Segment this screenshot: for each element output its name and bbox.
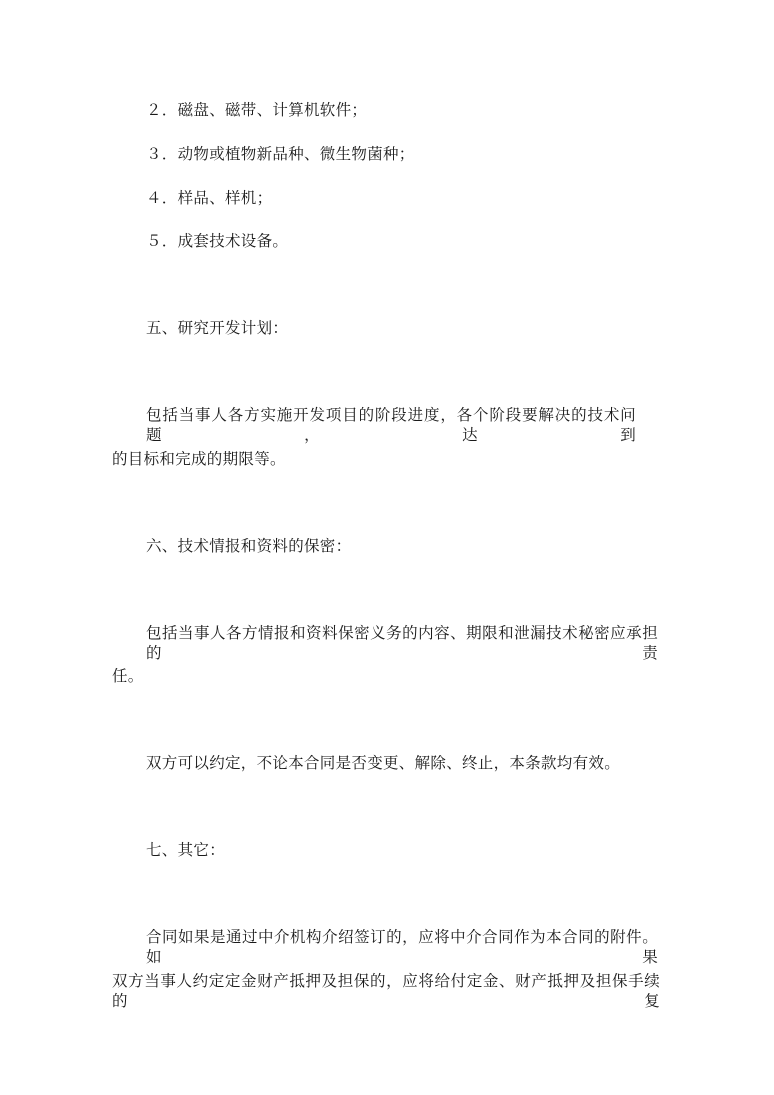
section-7-paragraph-line-1: 合同如果是通过中介机构介绍签订的，应将中介合同作为本合同的附件。如果 — [146, 928, 658, 966]
section-5-paragraph-line-1: 包括当事人各方实施开发项目的阶段进度，各个阶段要解决的技术问题，达到 — [146, 406, 636, 444]
section-5-heading: 五、研究开发计划： — [146, 319, 289, 337]
list-item-4: ４．样品、样机； — [146, 189, 273, 207]
list-item-3: ３．动物或植物新品种、微生物菌种； — [146, 145, 415, 163]
section-6-agreement-clause: 双方可以约定，不论本合同是否变更、解除、终止，本条款均有效。 — [146, 754, 621, 772]
section-5-paragraph-line-2: 的目标和完成的期限等。 — [112, 450, 286, 468]
section-6-paragraph-line-2: 任。 — [112, 667, 144, 685]
list-item-5: ５．成套技术设备。 — [146, 232, 289, 250]
list-item-2: ２．磁盘、磁带、计算机软件； — [146, 101, 368, 119]
section-7-heading: 七、其它： — [146, 841, 226, 859]
section-6-heading: 六、技术情报和资料的保密： — [146, 537, 352, 555]
section-7-paragraph-line-2: 双方当事人约定定金财产抵押及担保的，应将给付定金、财产抵押及担保手续的复 — [112, 972, 660, 1010]
section-6-paragraph-line-1: 包括当事人各方情报和资料保密义务的内容、期限和泄漏技术秘密应承担的责 — [146, 624, 658, 662]
